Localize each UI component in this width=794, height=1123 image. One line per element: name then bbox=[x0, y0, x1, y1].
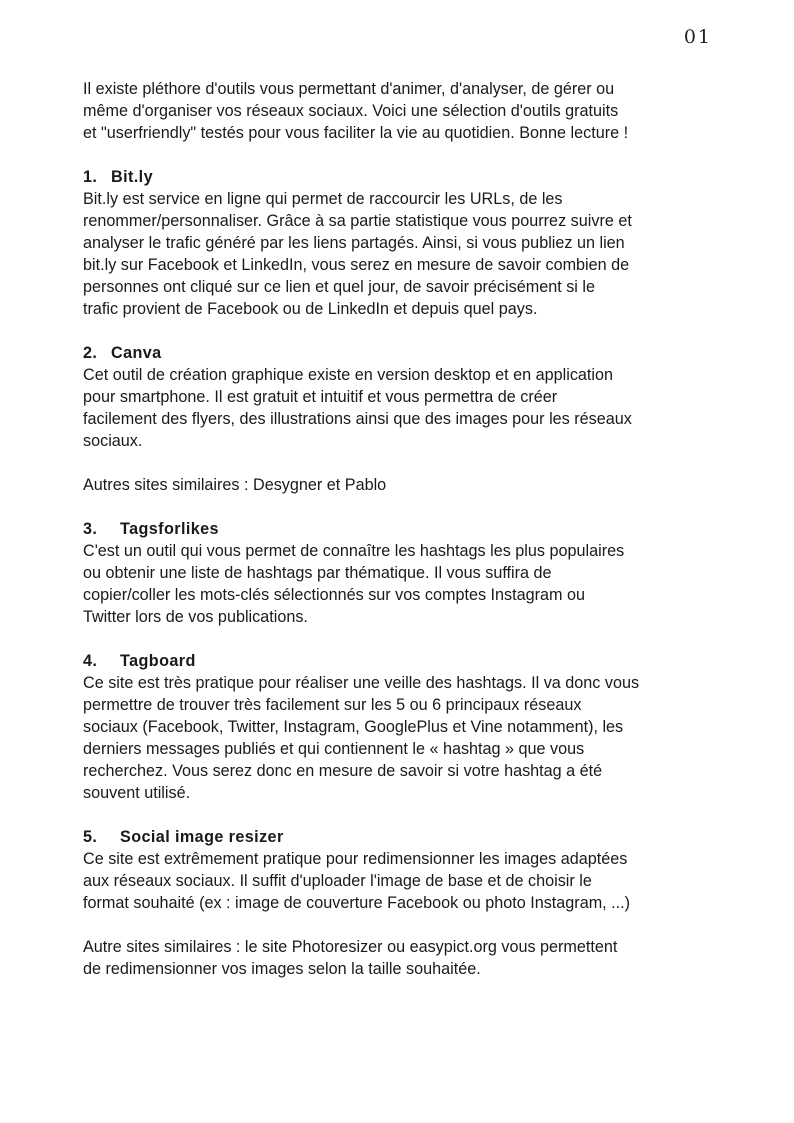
similar-sites-note: Autres sites similaires : Desygner et Pablo bbox=[83, 476, 387, 494]
section-canva bbox=[83, 342, 723, 496]
section-heading bbox=[83, 826, 723, 848]
section-number: 3. bbox=[83, 520, 98, 538]
section-body: Ce site est très pratique pour réaliser une veille des hashtags. Il va donc vous permettre de trouver très facilement sur les 5 ou 6 principaux réseaux sociaux (Facebook, Twitter, Instagram, GooglePlus et Vine notamment), les derniers messages publiés et qui contiennent le « hashtag » que vous recherchez. Vous serez donc en mesure de savoir si votre hashtag a été souvent utilisé. bbox=[83, 674, 640, 802]
section-number: 1. bbox=[83, 168, 98, 186]
section-title: Canva bbox=[111, 344, 162, 362]
section-heading bbox=[83, 650, 723, 672]
section-number: 4. bbox=[83, 652, 98, 670]
section-number: 5. bbox=[83, 828, 98, 846]
section-number: 2. bbox=[83, 344, 98, 362]
similar-sites-note: Autre sites similaires : le site Photoresizer ou easypict.org vous permettent de redimensionner vos images selon la taille souhaitée. bbox=[83, 938, 618, 978]
section-bitly bbox=[83, 166, 723, 320]
section-title: Tagboard bbox=[120, 652, 196, 670]
section-body: C'est un outil qui vous permet de connaître les hashtags les plus populaires ou obtenir une liste de hashtags par thématique. Il vous suffira de copier/coller les mots-clés sélectionnés sur vos comptes Instagram ou Twitter lors de vos publications. bbox=[83, 542, 625, 626]
section-social-image-resizer bbox=[83, 826, 723, 980]
section-heading bbox=[83, 166, 723, 188]
section-tagboard bbox=[83, 650, 723, 804]
section-heading bbox=[83, 342, 723, 364]
section-heading bbox=[83, 518, 723, 540]
document-body bbox=[83, 78, 723, 980]
section-title: Tagsforlikes bbox=[120, 520, 219, 538]
section-body: Ce site est extrêmement pratique pour redimensionner les images adaptées aux réseaux sociaux. Il suffit d'uploader l'image de base et de choisir le format souhaité (ex : image de couverture Facebook ou photo Instagram, ...) bbox=[83, 850, 631, 912]
intro-paragraph: Il existe pléthore d'outils vous permettant d'animer, d'analyser, de gérer ou même d'organiser vos réseaux sociaux. Voici une sélection d'outils gratuits et "userfriendly" testés pour vous faciliter la vie au quotidien. Bonne lecture ! bbox=[83, 80, 629, 142]
section-title: Bit.ly bbox=[111, 168, 153, 186]
page-number: 01 bbox=[683, 26, 712, 48]
section-tagsforlikes bbox=[83, 518, 723, 628]
section-title: Social image resizer bbox=[120, 828, 284, 846]
section-body: Cet outil de création graphique existe en version desktop et en application pour smartphone. Il est gratuit et intuitif et vous permettra de créer facilement des flyers, des illustrations ainsi que des images pour les réseaux sociaux. bbox=[83, 366, 632, 450]
section-body: Bit.ly est service en ligne qui permet de raccourcir les URLs, de les renommer/personnaliser. Grâce à sa partie statistique vous pourrez suivre et analyser le trafic généré par les liens partagés. Ainsi, si vous publiez un lien bit.ly sur Facebook et LinkedIn, vous serez en mesure de savoir combien de personnes ont cliqué sur ce lien et quel jour, de savoir précisément si le trafic provient de Facebook ou de LinkedIn et depuis quel pays. bbox=[83, 190, 632, 318]
